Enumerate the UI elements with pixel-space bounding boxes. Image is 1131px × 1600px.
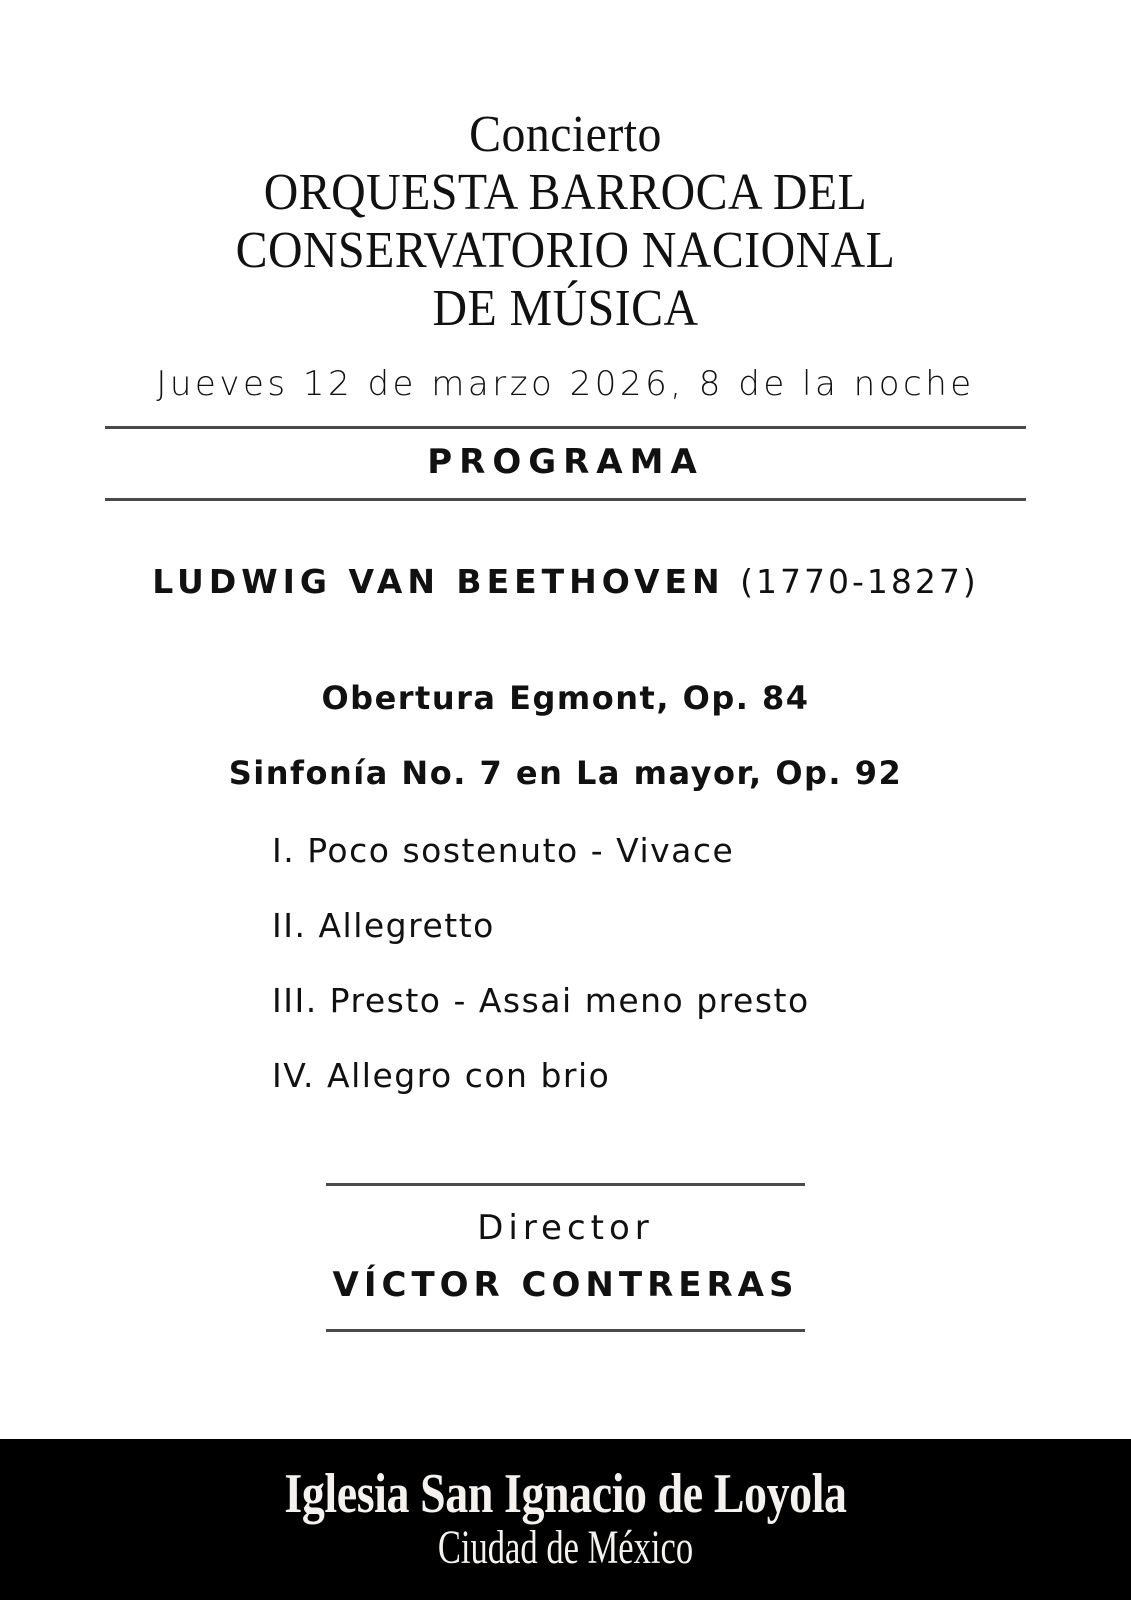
orchestra-title-line-3: DE MÚSICA xyxy=(432,280,699,337)
movement-item: II. Allegretto xyxy=(272,906,495,945)
divider-director-top xyxy=(326,1183,805,1186)
venue-city: Ciudad de México xyxy=(437,1521,694,1574)
movement-item: IV. Allegro con brio xyxy=(272,1056,611,1095)
work-title: Sinfonía No. 7 en La mayor, Op. 92 xyxy=(228,754,903,792)
orchestra-title-line-2: CONSERVATORIO NACIONAL xyxy=(235,222,896,279)
composer-line xyxy=(0,562,1131,601)
movement-item: III. Presto - Assai meno presto xyxy=(272,981,810,1020)
concert-kicker: Concierto xyxy=(469,106,662,163)
work-title: Obertura Egmont, Op. 84 xyxy=(321,679,810,717)
divider-top xyxy=(105,426,1026,429)
movement-item: I. Poco sostenuto - Vivace xyxy=(272,831,735,870)
venue-name: Iglesia San Ignacio de Loyola xyxy=(284,1463,847,1525)
composer-name: LUDWIG VAN BEETHOVEN xyxy=(152,562,725,601)
concert-date: Jueves 12 de marzo 2026, 8 de la noche xyxy=(156,364,975,404)
orchestra-title-line-1: ORQUESTA BARROCA DEL xyxy=(263,164,868,221)
divider-director-bottom xyxy=(326,1329,805,1332)
director-label: Director xyxy=(477,1208,654,1248)
composer-years: (1770-1827) xyxy=(740,562,979,601)
program-heading: PROGRAMA xyxy=(427,442,704,482)
director-name: VÍCTOR CONTRERAS xyxy=(332,1265,799,1305)
divider-under-heading xyxy=(105,498,1026,501)
